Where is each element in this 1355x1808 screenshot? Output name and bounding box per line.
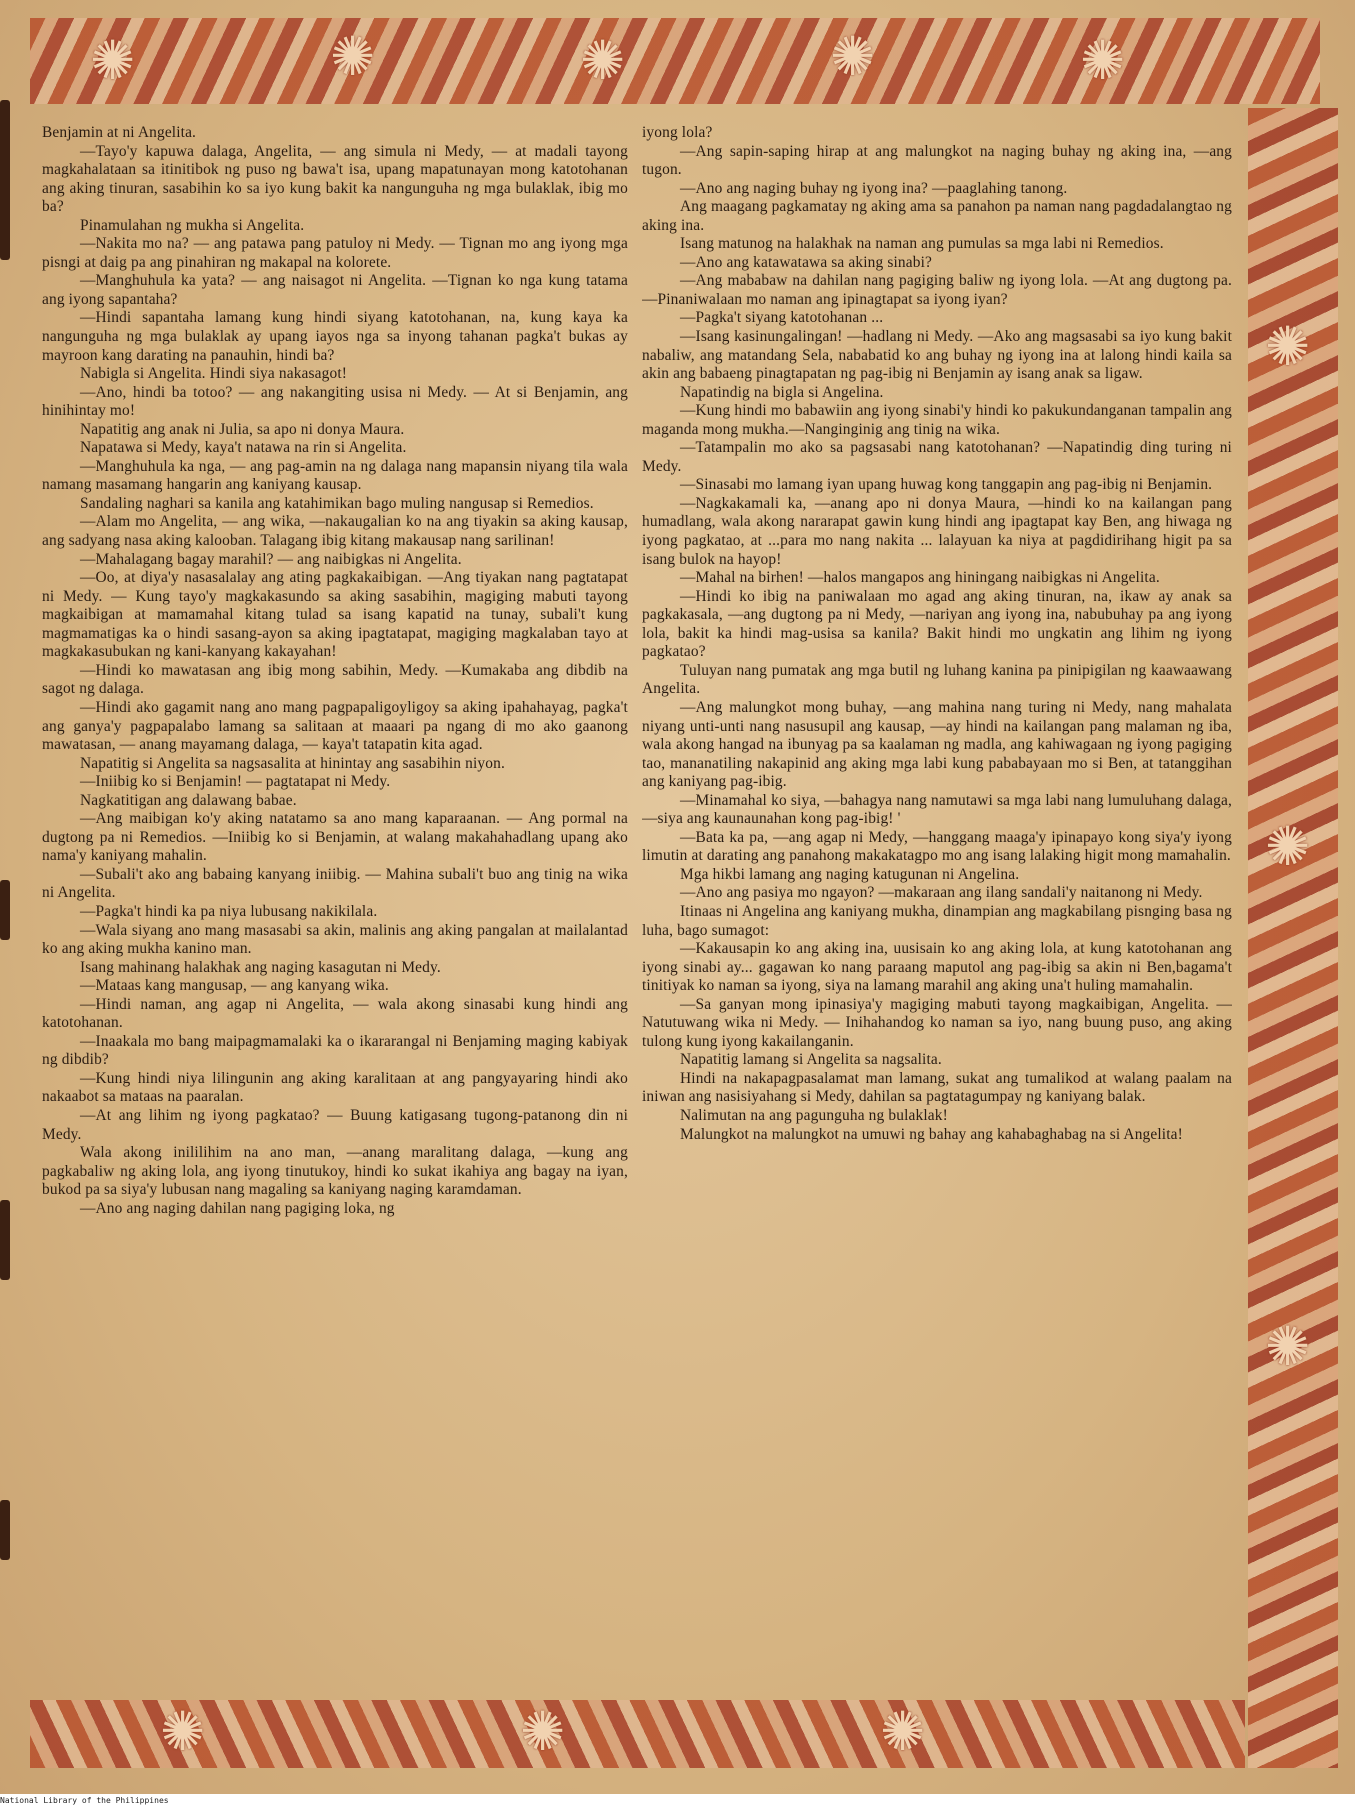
binding-edge [0,1200,10,1280]
paragraph: —Ano ang naging dahilan nang pagiging loka, ng [80,1199,395,1217]
paragraph: —Hindi ko mawatasan ang ibig mong sabihin, Medy. —Kumakaba ang dibdib na sagot ng dalaga. [42,661,628,698]
paragraph: —Isang kasinungalingan! —hadlang ni Medy. —Ako ang magsasabi sa iyo kung bakit nabaliw, ang matandang Sela, nababatid ko ang buhay ng iyong ina at lalong hindi kaila sa akin ang babaeng pinagtapatan ng pag-ibig ni Benjamin ay isang anak sa ligaw. [642,328,1232,383]
paragraph: —Pagka't siyang katotohanan ... [680,309,884,327]
paragraph: Nalimutan na ang pagunguha ng bulaklak! [680,1106,948,1124]
paragraph: —Tatampalin mo ako sa pagsasabi nang katotohanan? —Napatindig ding turing ni Medy. [642,439,1232,475]
paragraph: Ang maagang pagkamatay ng aking ama sa panahon pa naman nang pagdadalangtao ng aking ina. [642,198,1232,234]
paragraph: —Sinasabi mo lamang iyan upang huwag kong tanggapin ang pag-ibig ni Benjamin. [680,476,1213,494]
paragraph: —Mataas kang mangusap, — ang kanyang wika. [80,977,389,995]
paragraph: Itinaas ni Angelina ang kaniyang mukha, dinampian ang magkabilang pisnging basa ng luha, bago sumagot: [642,902,1232,939]
paragraph: —Ano ang pasiya mo ngayon? —makaraan ang ilang sandali'y naitanong ni Medy. [680,884,1203,902]
right-text-column [642,124,1232,1694]
paragraph: iyong lola? [642,124,713,141]
poinsettia-ornament-icon: ✺ [330,27,376,87]
paragraph: Sandaling naghari sa kanila ang katahimikan bago muling nangusap si Remedios. [80,494,594,512]
poinsettia-ornament-icon: ✺ [1265,317,1311,377]
paragraph: Napatitig ang anak ni Julia, sa apo ni donya Maura. [80,420,405,438]
left-text-column [42,124,628,1694]
paragraph: —Minamahal ko siya, —bahagya nang namutawi sa mga labi nang lumuluhang dalaga, —siya ang kaunaunahan kong pag-ibig! ' [642,791,1232,828]
paragraph: Nabigla si Angelita. Hindi siya nakasagot! [80,365,348,383]
footer-strip [0,1794,1355,1808]
paragraph: —Subali't ako ang babaing kanyang iniibig. — Mahina subali't buo ang tinig na wika ni Angelita. [42,865,628,902]
poinsettia-ornament-icon: ✺ [1080,31,1126,91]
paragraph: Hindi na nakapagpasalamat man lamang, sukat ang tumalikod at walang paalam na iniwan ang nasisiyahang si Medy, dahilan sa pagtatagumpay ng kaniyang balak. [642,1069,1232,1106]
paragraph: Napatitig lamang si Angelita sa nagsalita. [680,1051,942,1069]
poinsettia-ornament-icon: ✺ [830,27,876,87]
paragraph: Nagkatitigan ang dalawang babae. [80,791,297,809]
binding-edge [0,880,10,940]
binding-edge [0,100,10,260]
paragraph: —Mahal na birhen! —halos mangapos ang hiningang naibigkas ni Angelita. [680,569,1160,587]
paragraph: —Hindi sapantaha lamang kung hindi siyang katotohanan, na, kung kaya ka nangunguha ng mga bulaklak ay upang iayos nga sa inyong tahanan pagka't bukas ay mayroon kang darating na panauhin, hindi ba? [42,309,628,364]
poinsettia-ornament-icon: ✺ [1265,817,1311,877]
paragraph: —Ang sapin-saping hirap at ang malungkot na naging buhay ng aking ina, —ang tugon. [642,142,1232,179]
library-credit: National Library of the Philippines [0,1796,169,1805]
paragraph: —Wala siyang ano mang masasabi sa akin, malinis ang aking pangalan at mailalantad ko ang aking mukha kanino man. [42,921,628,958]
paragraph: —At ang lihim ng iyong pagkatao? — Buung katigasang tugong-patanong din ni Medy. [42,1106,628,1143]
poinsettia-ornament-icon: ✺ [580,31,626,91]
paragraph: —Manghuhula ka nga, — ang pag-amin na ng dalaga nang mapansin niyang tila wala namang masamang hangarin ang kaniyang kausap. [42,457,628,494]
paragraph: —Ang mababaw na dahilan nang pagiging baliw ng iyong lola. —At ang dugtong pa. —Pinaniwalaan mo naman ang ipinagtapat sa iyong iyan? [642,272,1232,308]
paragraph: —Bata ka pa, —ang agap ni Medy, —hanggang maaga'y ipinapayo kong siya'y iyong limutin at darating ang panahong makakatagpo mo ang isang lalaking higit mong mamahalin. [642,828,1232,865]
paragraph: Benjamin at ni Angelita. [42,124,197,141]
bottom-decorative-border [30,1700,1245,1768]
paragraph: —Manghuhula ka yata? — ang naisagot ni Angelita. —Tignan ko nga kung tatama ang iyong sapantaha? [42,272,628,308]
paragraph: Mga hikbi lamang ang naging katugunan ni Angelina. [680,865,1020,883]
paragraph: —Oo, at diya'y nasasalalay ang ating pagkakaibigan. —Ang tiyakan nang pagtatapat ni Medy. — Kung tayo'y magkakasundo sa aking sasabihin, magiging mabuti tayong magkaibigan at mamamahal kitang tulad sa isang kapatid na tunay, subali't kung magmamatigas ka o hindi sasang-ayon sa aking ipagtatapat, magiging magkalaban tayo at magkakasubukan ng kani-kanyang kakayahan! [42,569,628,661]
paragraph: —Hindi ko ibig na paniwalaan mo agad ang aking tinuran, na, ikaw ay anak sa pagkakasala, —ang dugtong pa ni Medy, —nariyan ang iyong ina, nabubuhay pa ang iyong lola, bakit ka hindi mag-usisa sa kanila? Bakit hindi mo ungkatin ang lihim ng iyong pagkatao? [642,587,1232,661]
paragraph: Tuluyan nang pumatak ang mga butil ng luhang kanina pa pinipigilan ng kaawaawang Angelita. [642,661,1232,698]
paragraph: —Sa ganyan mong ipinasiya'y magiging mabuti tayong magkaibigan, Angelita. — Natutuwang wika ni Medy. — Inihahandog ko naman sa iyo, nang buung puso, ang aking tulong kung iyong kakailanganin. [642,995,1232,1050]
paragraph: Napatitig si Angelita sa nagsasalita at hinintay ang sasabihin niyon. [80,754,505,772]
paragraph: —Ano ang katawatawa sa aking sinabi? [680,253,932,271]
paragraph: —Pagka't hindi ka pa niya lubusang nakikilala. [80,902,378,920]
paragraph: Isang mahinang halakhak ang naging kasagutan ni Medy. [80,958,441,976]
paragraph: Napatindig na bigla si Angelina. [680,383,884,401]
poinsettia-ornament-icon: ✺ [520,1702,566,1762]
paragraph: —Kung hindi niya lilingunin ang aking karalitaan at ang pangyayaring hindi ako nakaabot sa mataas na paaralan. [42,1069,628,1106]
paragraph: —Hindi naman, ang agap ni Angelita, — wala akong sinasabi kung hindi ang katotohanan. [42,995,628,1032]
paragraph: —Ang maibigan ko'y aking natatamo sa ano mang kaparaanan. — Ang pormal na dugtong pa ni Remedios. —Iniibig ko si Benjamin, at walang makahahadlang upang ako nama'y kaniyang mahalin. [42,810,628,865]
paragraph: Isang matunog na halakhak na naman ang pumulas sa mga labi ni Remedios. [680,235,1164,253]
paragraph: Malungkot na malungkot na umuwi ng bahay ang kahabaghabag na si Angelita! [680,1125,1183,1143]
top-decorative-border [30,18,1320,104]
paragraph: —Iniibig ko si Benjamin! — pagtatapat ni Medy. [80,773,391,791]
paragraph: —Ano ang naging buhay ng iyong ina? —paaglahing tanong. [680,179,1068,197]
paragraph: —Ang malungkot mong buhay, —ang mahina nang turing ni Medy, nang mahalata niyang unti-unti nang nasusupil ang kausap, —ay hindi na kailangan pang malaman ng iba, wala akong hangad na ibunyag pa sa kaalaman ng madla, ang kahiwagaan ng iyong pagiging tao, mananatiling nakapinid ang aking mga labi kung pababayaan mo si Ben, at tatanggihan ang kaniyang pag-ibig. [642,698,1232,791]
poinsettia-ornament-icon: ✺ [160,1702,206,1762]
paragraph: Napatawa si Medy, kaya't natawa na rin si Angelita. [80,439,407,457]
paragraph: —Inaakala mo bang maipagmamalaki ka o ikararangal ni Benjaming maging kabiyak ng dibdib? [42,1032,628,1069]
paragraph: Pinamulahan ng mukha si Angelita. [80,216,305,234]
paragraph: —Hindi ako gagamit nang ano mang pagpapaligoyligoy sa aking ipahahayag, pagka't ang ganya'y pagpapalabo lamang sa salitaan at maaari pa ngang di mo ako gaanong mawatasan, — anang mayamang dalaga, — kaya't tatapatin kita agad. [42,698,628,754]
paragraph: —Mahalagang bagay marahil? — ang naibigkas ni Angelita. [80,550,462,568]
paragraph: —Kung hindi mo babawiin ang iyong sinabi'y hindi ko pakukundanganan tampalin ang maganda mong mukha.—Nanginginig ang tinig na wika. [642,402,1232,438]
paragraph: —Kakausapin ko ang aking ina, uusisain ko ang aking lola, at kung katotohanan ang iyong sinabi ay... gagawan ko nang paraang maputol ang pag-ibig sa akin ni Ben,bagama't tinitiyak ko naman sa iyong, siya na lamang marahil ang aking una't huling mamahalin. [642,940,1232,995]
poinsettia-ornament-icon: ✺ [880,1702,926,1762]
poinsettia-ornament-icon: ✺ [1265,1317,1311,1377]
paragraph: —Ano, hindi ba totoo? — ang nakangiting usisa ni Medy. — At si Benjamin, ang hinihintay mo! [42,383,628,420]
poinsettia-ornament-icon: ✺ [90,31,136,91]
binding-edge [0,1500,10,1560]
paragraph: —Nagkakamali ka, —anang apo ni donya Maura, —hindi ko na kailangan pang humadlang, wala akong nararapat gawin kung hindi ang ipagtapat kay Ben, ang hiwaga ng iyong pagkatao, at ...para mo nang nakita ... lalayuan ka niya at pagdidirihang higit pa sa isang bulok na hayop! [642,494,1232,568]
paragraph: —Nakita mo na? — ang patawa pang patuloy ni Medy. — Tignan mo ang iyong mga pisngi at daig pa ang pinahiran ng makapal na kolorete. [42,235,628,271]
paragraph: —Alam mo Angelita, — ang wika, —nakaugalian ko na ang tiyakin sa aking kausap, ang sadyang nasa aking kalooban. Talagang ibig kitang makausap nang sarilinan! [42,513,628,550]
paragraph: —Tayo'y kapuwa dalaga, Angelita, — ang simula ni Medy, — at madali tayong magkahalataan sa itinitibok ng puso ng bawa't isa, upang mapatunayan mong katotohanan ang aking tinuran, sasabihin ko sa iyo kung bakit ka nangunguha ng mga bulaklak, ibig mo ba? [42,142,628,216]
paragraph: Wala akong inililihim na ano man, —anang maralitang dalaga, —kung ang pagkabaliw ng aking lola, ang iyong tinutukoy, hindi ko sukat ikahiya ang bagay na iyan, bukod pa sa siya'y lubusan nang magaling sa kaniyang naging karamdaman. [42,1144,628,1199]
